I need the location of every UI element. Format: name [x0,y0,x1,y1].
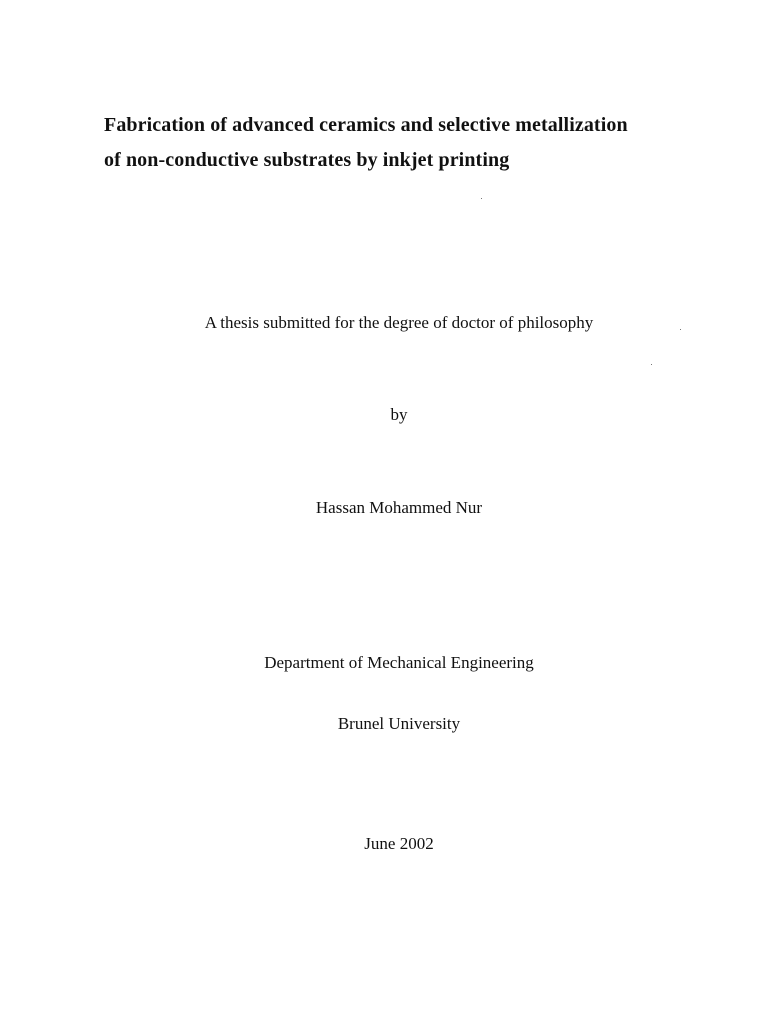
thesis-title-line-2: of non-conductive substrates by inkjet printing [104,149,510,171]
scan-speck [651,364,652,365]
university-name: Brunel University [337,714,461,733]
thesis-title-line-1: Fabrication of advanced ceramics and selective metallization [104,114,628,136]
author-name: Hassan Mohammed Nur [315,498,483,517]
department-name: Department of Mechanical Engineering [264,653,534,672]
submission-date: June 2002 [364,834,434,853]
by-label: by [390,405,408,424]
scan-speck [481,198,482,199]
scan-speck [680,329,681,330]
degree-statement: A thesis submitted for the degree of doctor of philosophy [204,313,594,332]
